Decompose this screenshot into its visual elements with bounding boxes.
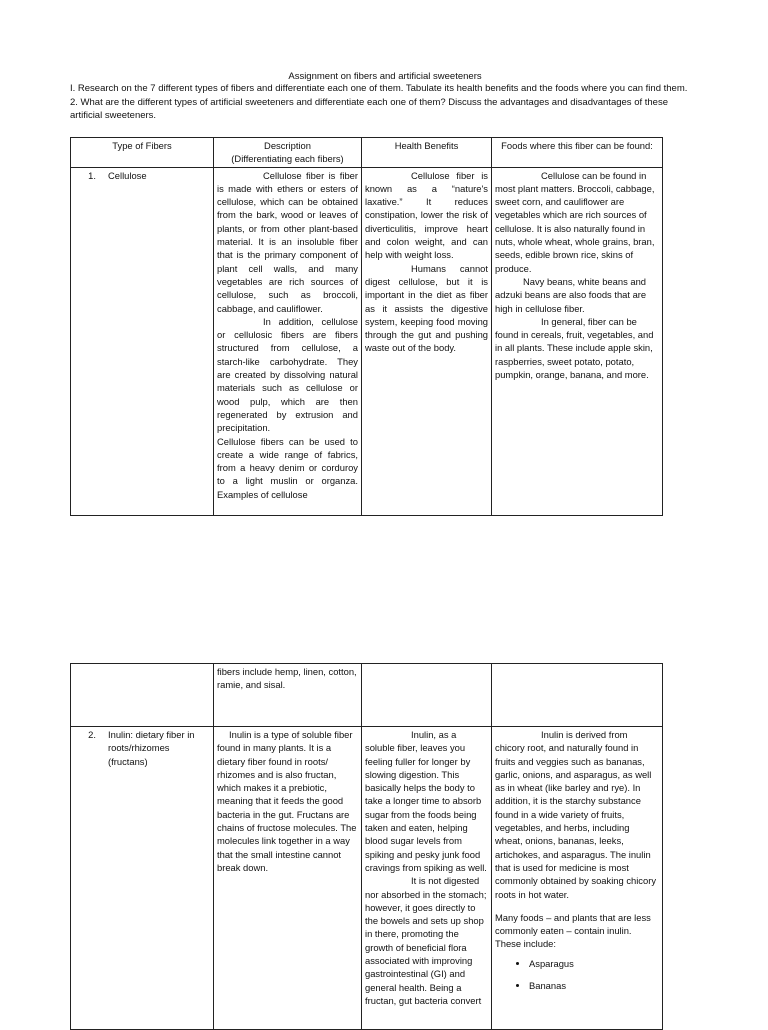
fiber-name: Inulin: dietary fiber in roots/rhizomes (fructans) [108, 729, 195, 767]
health-paragraph: Humans cannot digest cellulose, but it is important in the diet as fiber as it assists the digestive system, keeping food moving through the gut and pushing waste out of the body. [365, 262, 488, 354]
description-cell [214, 167, 362, 515]
health-cell [362, 727, 492, 1030]
table-row [71, 664, 663, 727]
health-paragraph: Inulin, as a soluble fiber, leaves you feeling fuller for longer by slowing digestion. This basically helps the body to take a longer time to absorb sugar from the foods being taken and eaten, helping blood sugar levels from spiking and pesky junk food cravings from spiking as well. [365, 729, 487, 873]
header-description-line2: (Differentiating each fibers) [231, 153, 344, 165]
header-health: Health Benefits [362, 138, 492, 168]
description-paragraph: Cellulose fiber is fiber is made with ethers or esters of cellulose, which can be obtained from the bark, wood or leaves of plants, or from other plant-based material. It is an insoluble fiber that is the primary component of plant cell walls, and many vegetables are rich sources of cellulose, such as broccoli, cabbage, and cauliflower. [217, 169, 358, 314]
foods-cell [492, 167, 663, 515]
header-description-line1: Description [264, 140, 311, 151]
fiber-name: Cellulose [108, 169, 147, 181]
health-paragraph: Cellulose fiber is known as a “nature's laxative.” It reduces constipation, lower the risk of diverticulitis, improve heart and colon weight, and can help with weight loss. [365, 169, 488, 261]
foods-paragraph: Navy beans, white beans and adzuki beans are also foods that are high in cellulose fiber. [495, 275, 647, 314]
description-cell [214, 727, 362, 1030]
list-item: • Bananas [529, 979, 659, 992]
table-row [71, 167, 663, 515]
foods-list [495, 957, 659, 993]
fiber-number: 2. [88, 729, 96, 740]
fibers-table [70, 137, 663, 516]
header-description [214, 138, 362, 168]
health-cell [362, 167, 492, 515]
table-row [71, 727, 663, 1030]
fiber-type-cell [71, 727, 214, 1030]
health-paragraph: It is not digested nor absorbed in the stomach; however, it goes directly to the bowels and sets up shop in there, promoting the growth of beneficial flora associated with improving gastrointestinal (GI) and general health. Being a fructan, gut bacteria convert [365, 875, 487, 1006]
foods-cell [492, 727, 663, 1030]
question-1: I. Research on the 7 different types of fibers and differentiate each one of them. Tabulate its health benefits and the foods where you can find them. [70, 83, 688, 94]
description-continuation: fibers include hemp, linen, cotton, ramie, and sisal. [214, 664, 362, 727]
description-paragraph: Inulin is a type of soluble fiber found in many plants. It is a dietary fiber found in roots/ rhizomes and is also fructan, which makes it a prebiotic, meaning that it feeds the good bacteria in the gut. Fructans are chains of fructose molecules. The molecules link together in a way that the small intestine cannot break down. [217, 729, 357, 873]
foods-paragraph: Many foods – and plants that are less commonly eaten – contain inulin. These include: [495, 911, 651, 950]
foods-paragraph: Cellulose can be found in most plant matters. Broccoli, cabbage, sweet corn, and cauliflower are vegetables which are rich sources of cellulose. It is also naturally found in nuts, whole wheat, whole grains, bran, seeds, edible brown rice, skins of produce. [495, 169, 655, 274]
fiber-type-cell [71, 167, 214, 515]
header-foods: Foods where this fiber can be found: [492, 138, 663, 168]
foods-paragraph: In general, fiber can be found in cereals, fruit, vegetables, and in all plants. These include apple skin, raspberries, sweet potato, potato, pumpkin, orange, banana, and more. [495, 315, 654, 381]
list-item: • Asparagus [529, 957, 659, 970]
fibers-table-continued [70, 663, 663, 1030]
question-2: 2. What are the different types of artificial sweeteners and differentiate each one of them? Discuss the advantages and disadvantages of these artificial sweeteners. [70, 97, 668, 121]
description-paragraph: In addition, cellulose or cellulosic fibers are fibers structured from cellulose, a starch-like carbohydrate. They are created by dissolving natural materials such as cellulose or wood pulp, which are then regenerated by extrusion and precipitation. [217, 315, 358, 434]
header-type: Type of Fibers [71, 138, 214, 168]
table-header-row [71, 138, 663, 168]
fiber-number: 1. [88, 169, 96, 181]
description-paragraph: Cellulose fibers can be used to create a wide range of fabrics, from a heavy denim or corduroy to a light muslin or organza. Examples of cellulose [217, 435, 358, 500]
assignment-title: Assignment on fibers and artificial sweeteners [288, 71, 482, 82]
foods-paragraph: Inulin is derived from chicory root, and naturally found in fruits and veggies such as bananas, garlic, onions, and asparagus, as well as in wheat (like barley and rye). In addition, it is the starchy substance found in a wide variety of fruits, vegetables, and herbs, including wheat, onions, bananas, leeks, artichokes, and asparagus. The inulin that is used for medicine is most commonly obtained by soaking chicory roots in hot water. [495, 729, 657, 900]
